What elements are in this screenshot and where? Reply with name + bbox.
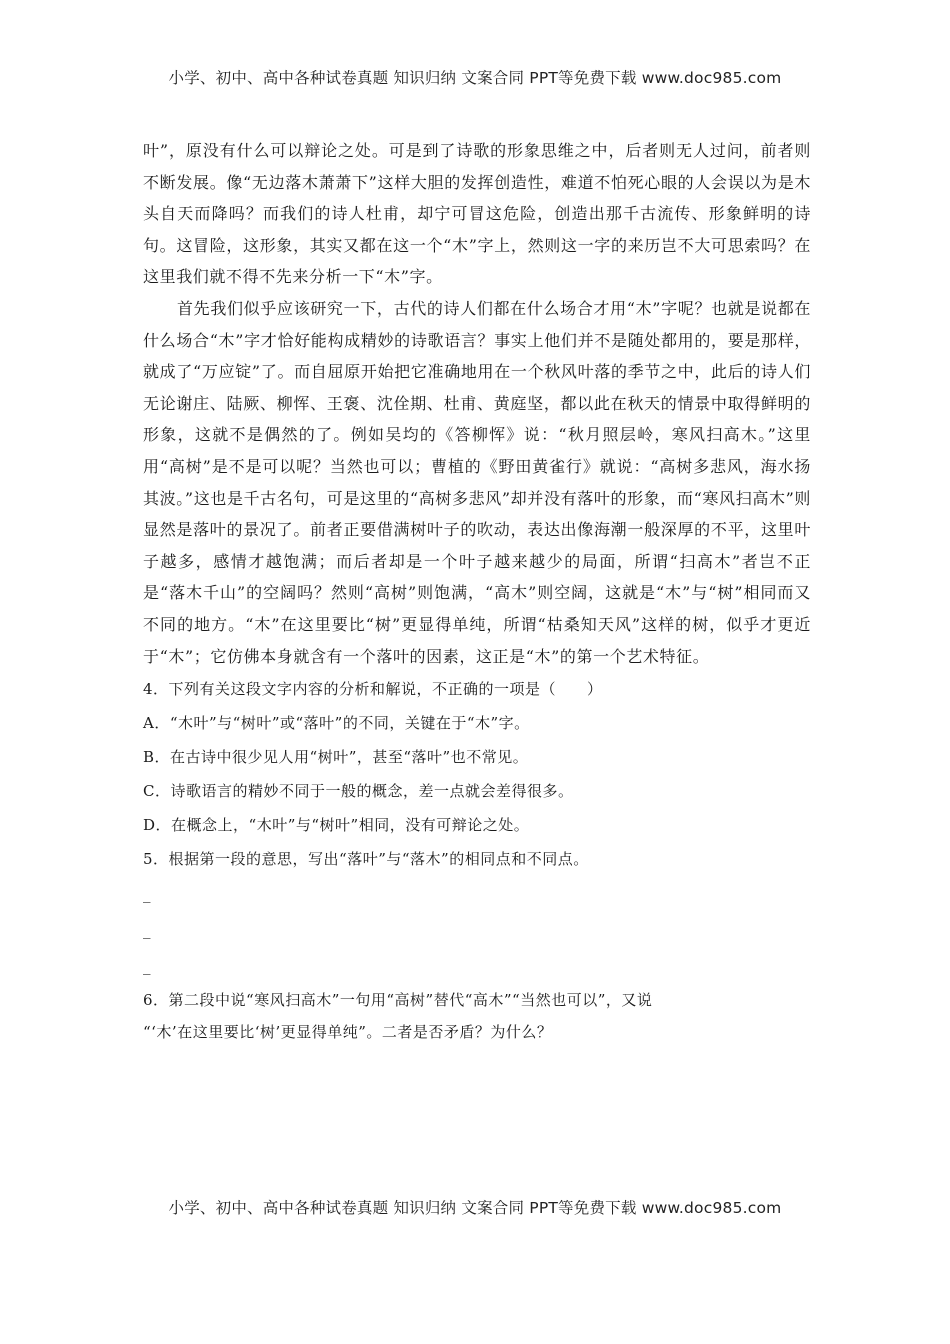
question-4-option-b: B．在古诗中很少见人用“树叶”，甚至“落叶”也不常见。 [143,748,529,767]
answer-blank-line: _ [143,885,151,904]
page-footer: 小学、初中、高中各种试卷真题 知识归纳 文案合同 PPT等免费下载 www.doc985.com [168,1199,782,1217]
answer-blank-line: _ [143,921,151,940]
question-4-option-c: C．诗歌语言的精妙不同于一般的概念，差一点就会差得很多。 [143,782,574,801]
question-4-option-a: A．“木叶”与“树叶”或“落叶”的不同，关键在于“木”字。 [143,714,530,733]
question-5-stem: 5．根据第一段的意思，写出“落叶”与“落木”的相同点和不同点。 [143,850,589,869]
paragraph-2: 首先我们似乎应该研究一下，古代的诗人们都在什么场合才用“木”字呢？也就是说都在什么场合“木”字才恰好能构成精妙的诗歌语言？事实上他们并不是随处都用的，要是那样，就成了“万应锭”了。而自屈原开始把它准确地用在一个秋风叶落的季节之中，此后的诗人们无论谢庄、陆厥、柳恽、王褒、沈佺期、杜甫、黄庭坚，都以此在秋天的情景中取得鲜明的形象，这就不是偶然的了。例如吴均的《答柳恽》说：“秋月照层岭，寒风扫高木。”这里用“高树”是不是可以呢？当然也可以；曹植的《野田黄雀行》就说：“高树多悲风，海水扬其波。”这也是千古名句，可是这里的“高树多悲风”却并没有落叶的形象，而“寒风扫高木”则显然是落叶的景况了。前者正要借满树叶子的吹动，表达出像海潮一般深厚的不平，这里叶子越多，感情才越饱满；而后者却是一个叶子越来越少的局面，所谓“扫高木”者岂不正是“落木千山”的空阔吗？然则“高树”则饱满，“高木”则空阔，这就是“木”与“树”相同而又不同的地方。“木”在这里要比“树”更显得单纯，所谓“枯桑知天风”这样的树，似乎才更近于“木”；它仿佛本身就含有一个落叶的因素，这正是“木”的第一个艺术特征。 [143,298,811,666]
question-4-stem: 4．下列有关这段文字内容的分析和解说，不正确的一项是（ ） [143,680,603,699]
question-6-stem-line-1: 6．第二段中说“寒风扫高木”一句用“高树”替代“高木”“当然也可以”，又说 [143,991,653,1010]
question-4-option-d: D．在概念上，“木叶”与“树叶”相同，没有可辩论之处。 [143,816,530,835]
question-5 [143,842,811,984]
question-6-stem-line-2: “‘木’在这里要比‘树’更显得单纯”。二者是否矛盾？为什么？ [143,1023,553,1042]
question-4 [143,672,811,842]
answer-blank-line: _ [143,957,151,976]
paragraph-1: 叶”，原没有什么可以辩论之处。可是到了诗歌的形象思维之中，后者则无人过问，前者则不断发展。像“无边落木萧萧下”这样大胆的发挥创造性，难道不怕死心眼的人会误以为是木头自天而降吗？而我们的诗人杜甫，却宁可冒这危险，创造出那千古流传、形象鲜明的诗句。这冒险，这形象，其实又都在这一个“木”字上，然则这一字的来历岂不大可思索吗？在这里我们就不得不先来分析一下“木”字。 [143,141,811,287]
document-body [143,135,811,1048]
question-6 [143,984,811,1048]
page-header: 小学、初中、高中各种试卷真题 知识归纳 文案合同 PPT等免费下载 www.doc985.com [168,69,782,87]
